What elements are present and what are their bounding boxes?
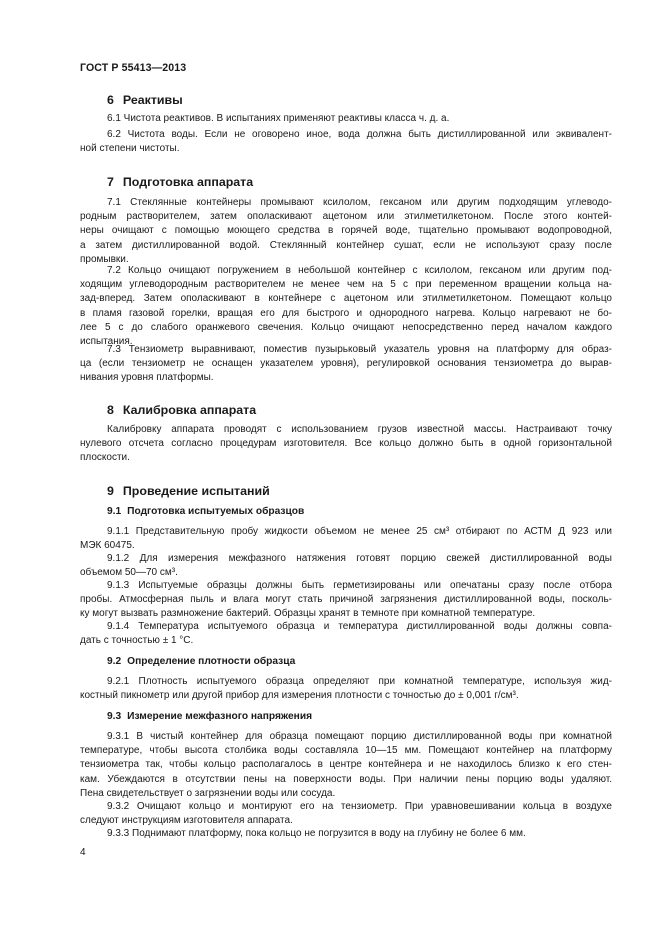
text-line: кам. Убеждаются в отсутствии пены на поверхности воды. При наличии пены порцию воды удаляют.	[80, 773, 612, 785]
section-number: 7	[107, 175, 114, 189]
text-line: ной степени чистоты.	[80, 143, 180, 155]
text-line: плоскости.	[80, 452, 130, 464]
text-line: 7.1 Стеклянные контейнеры промывают ксилолом, гексаном или другим подходящим углеводо-	[107, 197, 612, 208]
subsection-9-2-heading	[107, 656, 295, 667]
paragraph-8	[80, 423, 612, 466]
text-line: 9.1.3 Испытуемые образцы должны быть герметизированы или опечатаны сразу после отбора	[107, 580, 612, 591]
text-line: ходящим углеводородным растворителем не менее чем на 5 с при переменном вращении кольца на-	[80, 279, 612, 291]
text-line: 9.3.3 Поднимают платформу, пока кольцо не погрузится в воду на глубину не более 6 мм.	[107, 828, 526, 839]
text-line: неры очищают с помощью моющего средства в горячей воде, тщательно промывают водопроводной,	[80, 225, 612, 237]
section-title: Проведение испытаний	[122, 484, 270, 498]
text-line: нивания уровня платформы.	[80, 372, 214, 384]
text-line: в пламя газовой горелки, вращая его для быстрого и однородного нагрева. Кольцо нагревают не бо-	[80, 307, 612, 319]
paragraph-7-3	[80, 343, 612, 386]
subsection-title: Подготовка испытуемых образцов	[127, 506, 305, 517]
section-number: 8	[107, 403, 114, 417]
subsection-number: 9.2	[107, 656, 122, 667]
text-line: 9.2.1 Плотность испытуемого образца определяют при комнатной температуре, используя жид-	[107, 676, 612, 687]
paragraph-7-2	[80, 264, 612, 349]
paragraph-7-1	[80, 196, 612, 267]
text-line: родным растворителем, затем ополаскивают ацетоном или этилметилкетоном. После этого контей-	[80, 211, 612, 223]
subsection-9-3-heading	[107, 711, 312, 722]
paragraph-9-1-3	[80, 579, 612, 622]
paragraph-9-1-1	[80, 525, 612, 553]
text-line: 9.1.2 Для измерения межфазного натяжения готовят порцию свежей дистиллированной воды	[107, 553, 612, 564]
standard-header: ГОСТ Р 55413—2013	[80, 62, 187, 74]
text-line: тензиометра так, чтобы кольцо располагалось в центре контейнера и не находилось близко к его стен-	[80, 759, 612, 771]
text-line: пробы. Атмосферная пыль и влага могут стать причиной загрязнения дистиллированной воды, посколь-	[80, 594, 612, 606]
paragraph-9-3-3	[80, 827, 612, 841]
subsection-number: 9.3	[107, 711, 122, 722]
text-line: ца (если тензиометр не оснащен указателем уровня), регулировкой основания тензиометра до вырав-	[80, 358, 612, 370]
paragraph-6-1	[80, 112, 612, 126]
text-line: 7.3 Тензиометр выравнивают, поместив пузырьковый указатель уровня на платформу для образ-	[107, 344, 612, 355]
page-number: 4	[80, 847, 86, 858]
text-line: испытания.	[80, 335, 133, 347]
text-line: нулевого отсчета согласно процедурам изготовителя. Все кольцо должно быть в одной горизонтальной	[80, 438, 612, 450]
section-6-heading	[107, 93, 183, 107]
section-number: 6	[107, 93, 114, 107]
text-line: дать с точностью ± 1 °С.	[80, 635, 194, 647]
subsection-title: Измерение межфазного напряжения	[127, 711, 313, 722]
paragraph-6-2	[80, 128, 612, 156]
paragraph-9-3-1	[80, 730, 612, 801]
subsection-title: Определение плотности образца	[127, 656, 296, 667]
text-line: 9.3.1 В чистый контейнер для образца помещают порцию дистиллированной воды при комнатной	[107, 731, 612, 742]
paragraph-9-2-1	[80, 675, 612, 703]
section-title: Калибровка аппарата	[122, 403, 257, 417]
text-line: объемом 50—70 см³.	[80, 567, 178, 579]
text-line: костный пикнометр или другой прибор для измерения плотности с точностью до ± 0,001 г/см³.	[80, 690, 519, 702]
text-line: температуре, чтобы высота столбика воды составляла 10—15 мм. Помещают контейнер на платформу	[80, 745, 612, 757]
text-line: МЭК 60475.	[80, 540, 135, 552]
text-line: а затем дистиллированной водой. Стеклянный контейнер сушат, если не используют сразу после	[80, 239, 612, 251]
text-line: ку могут вызвать размножение бактерий. Образцы хранят в темноте при комнатной температуре.	[80, 608, 536, 620]
paragraph-9-1-2	[80, 552, 612, 580]
paragraph-9-3-2	[80, 800, 612, 828]
text-line: Пена свидетельствует о загрязнении воды или сосуда.	[80, 787, 336, 799]
text-line: 6.2 Чистота воды. Если не оговорено иное, вода должна быть дистиллированной или эквивалент-	[107, 129, 612, 140]
text-line: 7.2 Кольцо очищают погружением в небольшой контейнер с ксилолом, гексаном или другим под-	[107, 265, 612, 276]
section-number: 9	[107, 484, 114, 498]
subsection-9-1-heading	[107, 506, 304, 517]
text-line: зад-вперед. Затем ополаскивают в контейнере с ацетоном или этилметилкетоном. Помещают кольцо	[80, 293, 612, 305]
text-line: промывки.	[80, 253, 129, 265]
paragraph-9-1-4	[80, 620, 612, 648]
text-line: Калибровку аппарата проводят с использованием грузов известной массы. Настраивают точку	[107, 424, 612, 435]
section-7-heading	[107, 175, 253, 189]
text-line: следуют инструкциям изготовителя аппарата.	[80, 815, 293, 827]
section-title: Подготовка аппарата	[122, 175, 254, 189]
section-title: Реактивы	[122, 93, 183, 107]
text-line: 9.1.1 Представительную пробу жидкости объемом не менее 25 см³ отбирают по АСТМ Д 923 или	[107, 526, 612, 537]
section-8-heading	[107, 403, 256, 417]
text-line: 9.1.4 Температура испытуемого образца и температура дистиллированной воды должны совпа-	[107, 621, 612, 632]
text-line: лее 5 с до слабого оранжевого свечения. Кольцо очищают непосредственно перед началом каждого	[80, 321, 612, 333]
section-9-heading	[107, 484, 270, 498]
text-line: 6.1 Чистота реактивов. В испытаниях применяют реактивы класса ч. д. а.	[107, 113, 450, 124]
text-line: 9.3.2 Очищают кольцо и монтируют его на тензиометр. При уравновешивании кольца в воздухе	[107, 801, 612, 812]
subsection-number: 9.1	[107, 506, 122, 517]
